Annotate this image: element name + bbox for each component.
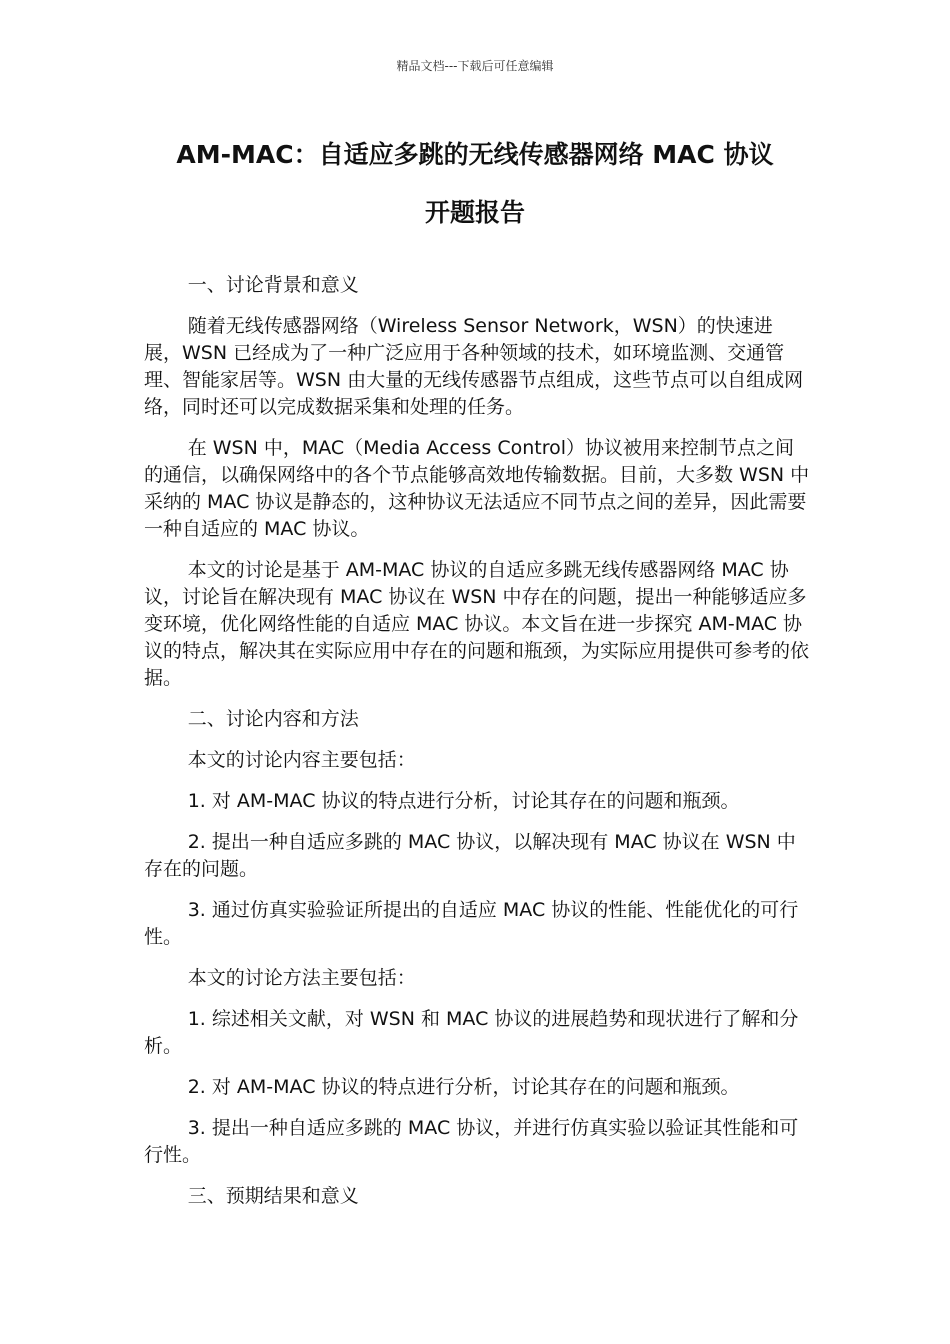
list-item: 2. 提出一种自适应多跳的 MAC 协议，以解决现有 MAC 协议在 WSN 中存在的问题。 [144, 831, 796, 880]
body-paragraph: 本文的讨论方法主要包括： [187, 967, 416, 989]
list-item: 3. 通过仿真实验验证所提出的自适应 MAC 协议的性能、性能优化的可行性。 [144, 899, 799, 948]
document-title-line-1: AM-MAC：自适应多跳的无线传感器网络 MAC 协议 [176, 140, 774, 169]
page-header: 精品文档---下载后可任意编辑 [396, 59, 554, 73]
section-heading-1: 一、讨论背景和意义 [187, 274, 359, 296]
body-paragraph: 在 WSN 中，MAC（Media Access Control）协议被用来控制节点之间的通信，以确保网络中的各个节点能够高效地传输数据。目前，大多数 WSN 中采纳的 MAC 协议是静态的，这种协议无法适应不同节点之间的差异，因此需要一种自适应的 MAC 协议。 [144, 437, 810, 540]
list-item: 3. 提出一种自适应多跳的 MAC 协议，并进行仿真实验以验证其性能和可行性。 [144, 1117, 799, 1166]
document-title-line-2: 开题报告 [424, 198, 525, 227]
list-item: 2. 对 AM-MAC 协议的特点进行分析，讨论其存在的问题和瓶颈。 [187, 1076, 740, 1098]
section-heading-2: 二、讨论内容和方法 [187, 708, 359, 730]
body-paragraph: 随着无线传感器网络（Wireless Sensor Network，WSN）的快速进展，WSN 已经成为了一种广泛应用于各种领域的技术，如环境监测、交通管理、智能家居等。WSN 由大量的无线传感器节点组成，这些节点可以自组成网络，同时还可以完成数据采集和处理的任务。 [144, 315, 804, 418]
section-heading-3: 三、预期结果和意义 [187, 1185, 359, 1207]
list-item: 1. 对 AM-MAC 协议的特点进行分析，讨论其存在的问题和瓶颈。 [187, 790, 740, 812]
body-paragraph: 本文的讨论内容主要包括： [187, 749, 416, 771]
list-item: 1. 综述相关文献，对 WSN 和 MAC 协议的进展趋势和现状进行了解和分析。 [144, 1008, 799, 1057]
body-paragraph: 本文的讨论是基于 AM-MAC 协议的自适应多跳无线传感器网络 MAC 协议，讨论旨在解决现有 MAC 协议在 WSN 中存在的问题，提出一种能够适应多变环境，优化网络性能的自适应 MAC 协议。本文旨在进一步探究 AM-MAC 协议的特点，解决其在实际应用中存在的问题和瓶颈，为实际应用提供可参考的依据。 [144, 559, 810, 689]
document-body [144, 272, 810, 1224]
